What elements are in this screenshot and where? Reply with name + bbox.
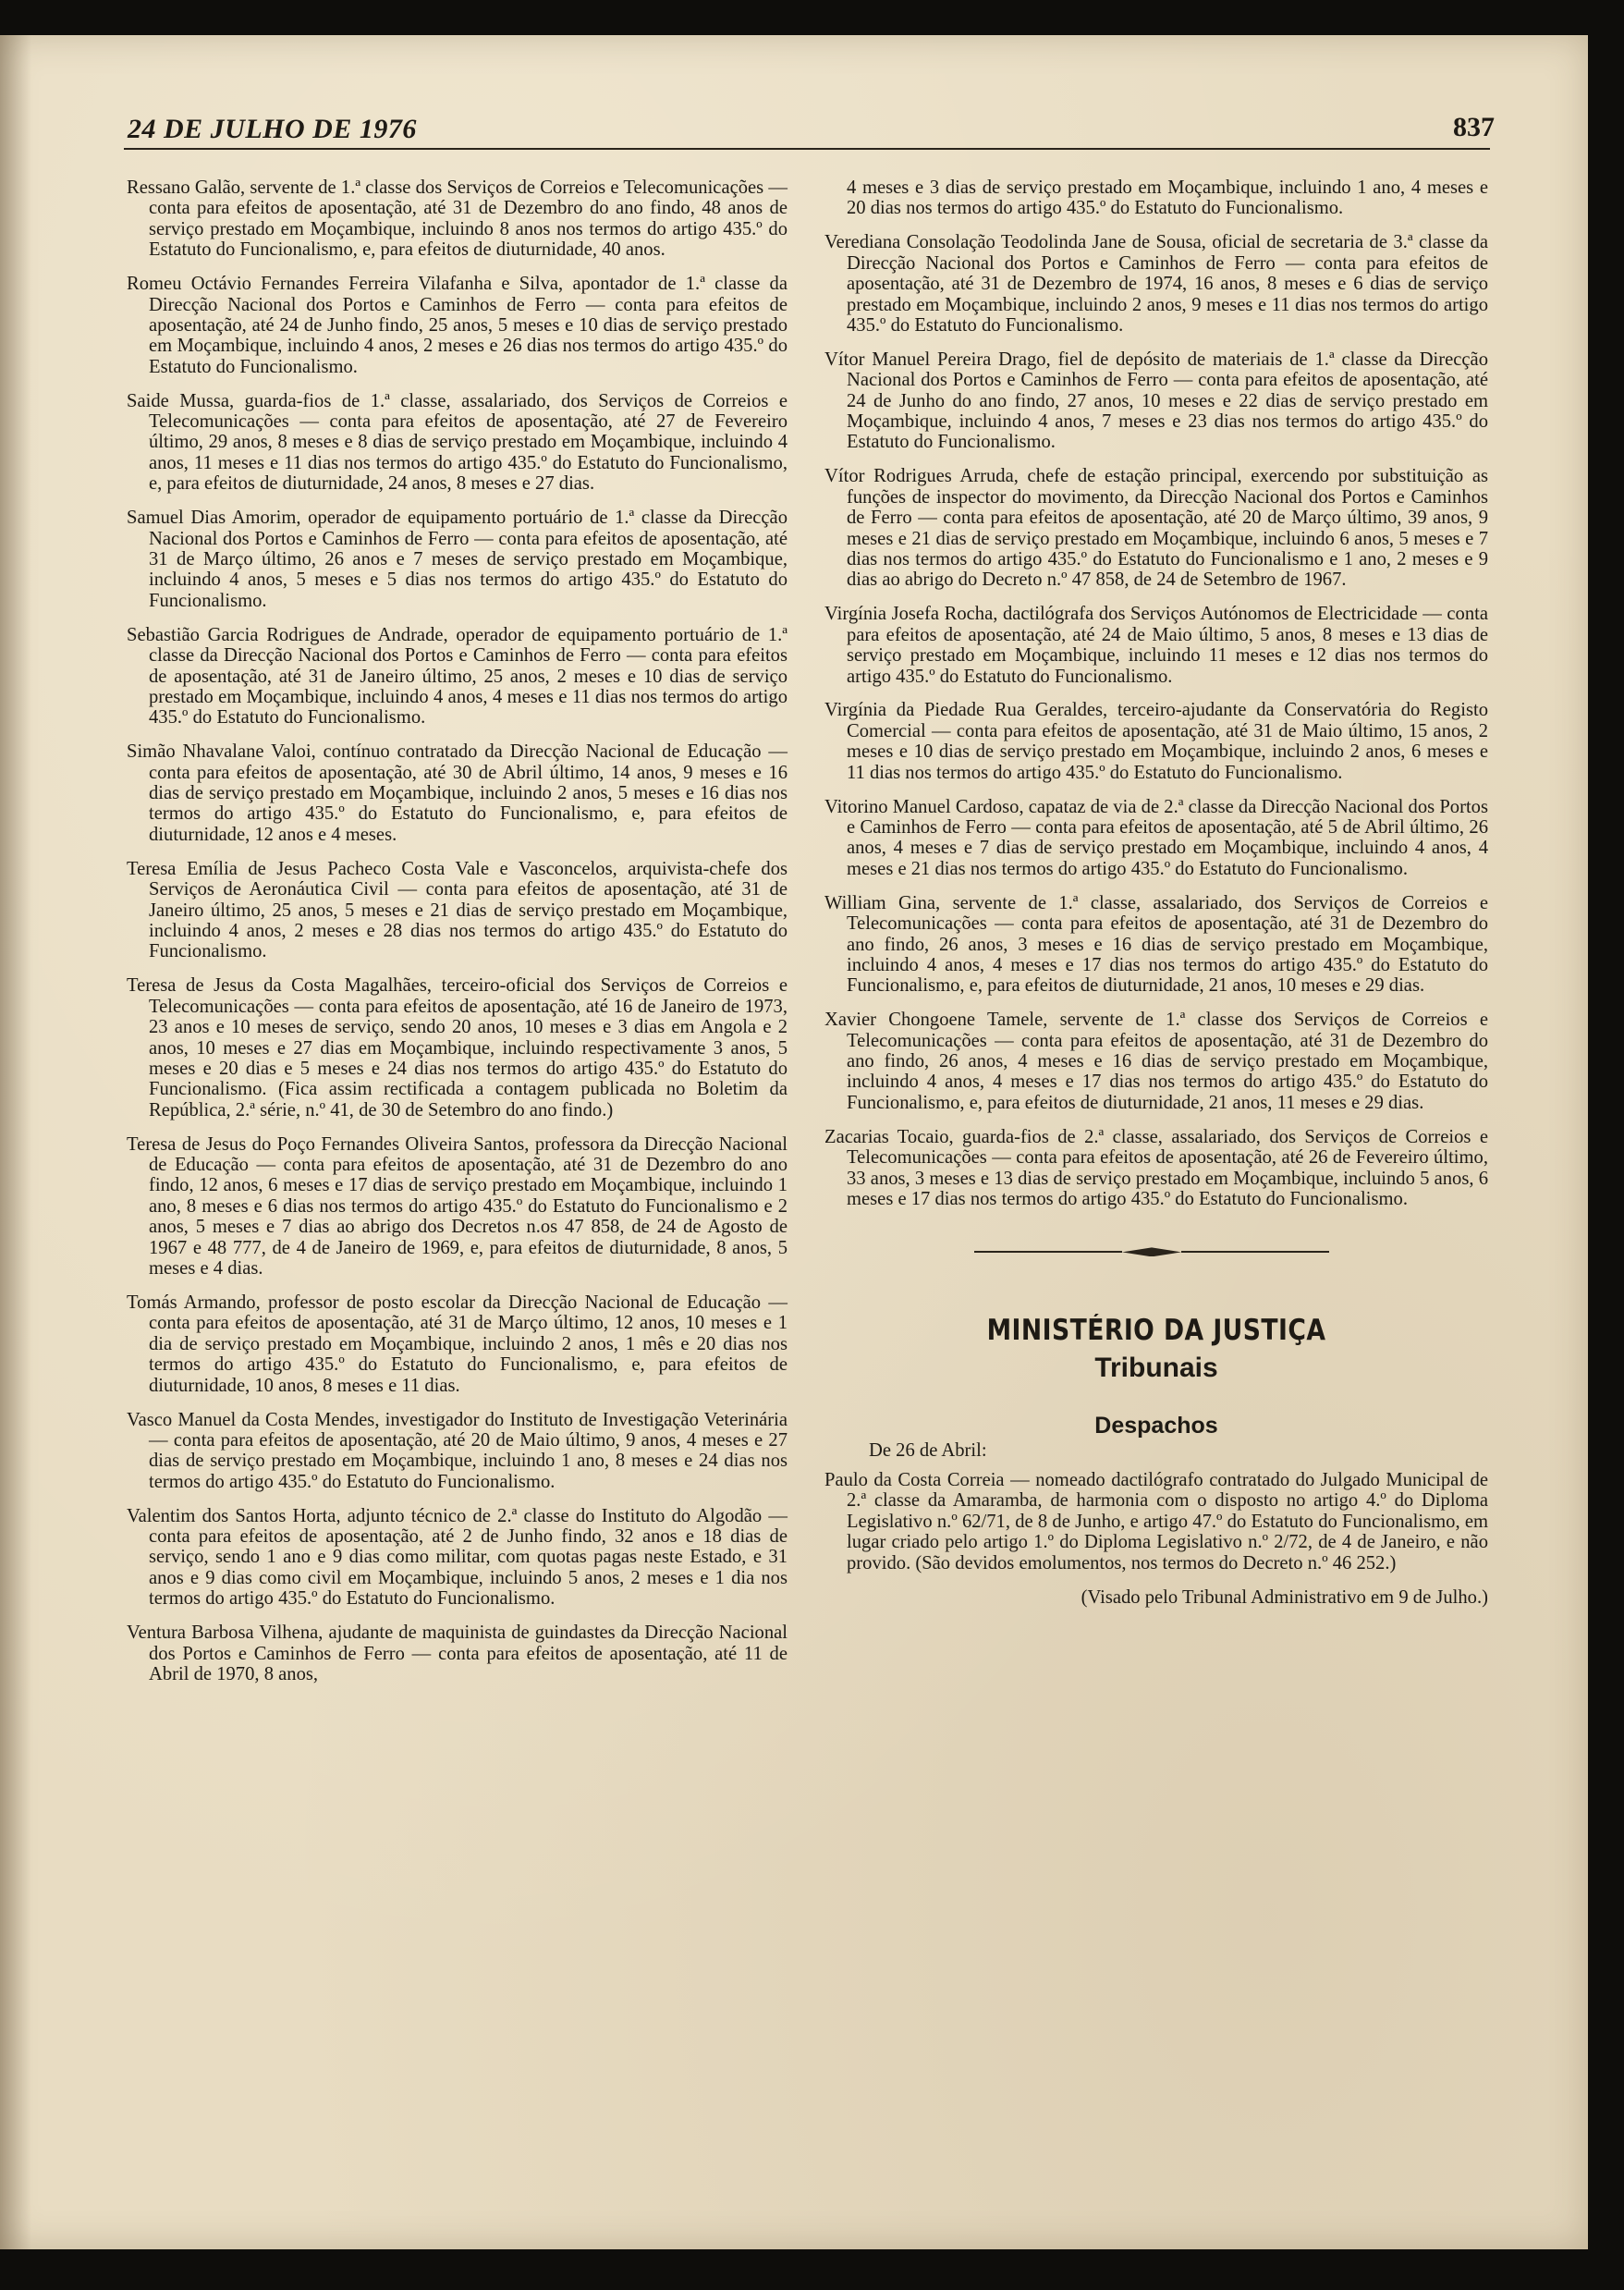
entry-paulo-correia: Paulo da Costa Correia — nomeado dactilógrafo contratado do Julgado Municipal de 2.ª classe da Amaramba, de harmonia com o disposto no artigo 4.º do Diploma Legislativo n.º 62/71, de 8 de Junho, e artigo 47.º do Estatuto do Funcionalismo, em lugar criado pelo artigo 1.º do Diploma Legislativo n.º 2/72, de 4 de Janeiro, e não provido. (São devidos emolumentos, nos termos do Decreto n.º 46 252.): [824, 1470, 1488, 1574]
left-column: [127, 178, 788, 1698]
entry-verediana-sousa: Verediana Consolação Teodolinda Jane de Sousa, oficial de secretaria de 3.ª classe da Direcção Nacional dos Portos e Caminhos de Ferro — conta para efeitos de aposentação, até 31 de Dezembro de 1974, 16 anos, 8 meses e 6 dias de serviço prestado em Moçambique, incluindo 2 anos, 9 meses e 11 dias nos termos do artigo 435.º do Estatuto do Funcionalismo.: [824, 232, 1488, 336]
divider-diamond: [1122, 1247, 1181, 1256]
entry-zacarias-tocaio: Zacarias Tocaio, guarda-fios de 2.ª classe, assalariado, dos Serviços de Correios e Telecomunicações — conta para efeitos de aposentação, até 26 de Fevereiro último, 33 anos, 3 meses e 13 dias de serviço prestado em Moçambique, incluindo 5 anos, 6 meses e 17 dias nos termos do artigo 435.º do Estatuto do Funcionalismo.: [824, 1126, 1488, 1209]
entry-vitor-drago: Vítor Manuel Pereira Drago, fiel de depósito de materiais de 1.ª classe da Direcção Nacional dos Portos e Caminhos de Ferro — conta para efeitos de aposentação, até 24 de Junho do ano findo, 27 anos, 10 meses e 22 dias de serviço prestado em Moçambique, incluindo 4 anos, 7 meses e 23 dias nos termos do artigo 435.º do Estatuto do Funcionalismo.: [824, 349, 1488, 453]
entry-vitor-arruda: Vítor Rodrigues Arruda, chefe de estação principal, exercendo por substituição as funções de inspector do movimento, da Direcção Nacional dos Portos e Caminhos de Ferro — conta para efeitos de aposentação, até 20 de Março último, 39 anos, 9 meses e 21 dias de serviço prestado em Moçambique, incluindo 6 anos, 5 meses e 7 dias nos termos do artigo 435.º do Estatuto do Funcionalismo e 1 ano, 2 meses e 9 dias ao abrigo do Decreto n.º 47 858, de 24 de Setembro de 1967.: [824, 466, 1488, 591]
entry-vasco-mendes: Vasco Manuel da Costa Mendes, investigador do Instituto de Investigação Veterinária — conta para efeitos de aposentação, até 20 de Maio último, 9 anos, 4 meses e 27 dias de serviço prestado em Moçambique, incluindo 1 ano, 8 meses e 24 dias nos termos do artigo 435.º do Estatuto do Funcionalismo.: [127, 1409, 788, 1492]
visa-note: (Visado pelo Tribunal Administrativo em 9 de Julho.): [1081, 1586, 1488, 1608]
entry-xavier-tamele: Xavier Chongoene Tamele, servente de 1.ª classe dos Serviços de Correios e Telecomunicações — conta para efeitos de aposentação, até 31 de Dezembro do ano findo, 26 anos, 4 meses e 16 dias de serviço prestado em Moçambique, incluindo 4 anos, 4 meses e 17 dias nos termos do artigo 435.º do Estatuto do Funcionalismo, e, para efeitos de diuturnidade, 21 anos, 11 meses e 29 dias.: [824, 1010, 1488, 1113]
entry-continuation: 4 meses e 3 dias de serviço prestado em Moçambique, incluindo 1 ano, 4 meses e 20 dias nos termos do artigo 435.º do Estatuto do Funcionalismo.: [847, 178, 1488, 219]
entry-ventura-vilhena: Ventura Barbosa Vilhena, ajudante de maquinista de guindastes da Direcção Nacional dos Portos e Caminhos de Ferro — conta para efeitos de aposentação, até 11 de Abril de 1970, 8 anos,: [127, 1623, 788, 1684]
entry-romeu-vilafanha: Romeu Octávio Fernandes Ferreira Vilafanha e Silva, apontador de 1.ª classe da Direcção Nacional dos Portos e Caminhos de Ferro — conta para efeitos de aposentação, até 24 de Junho findo, 25 anos, 5 meses e 10 dias de serviço prestado em Moçambique, incluindo 4 anos, 2 meses e 26 dias nos termos do artigo 435.º do Estatuto do Funcionalismo.: [127, 274, 788, 377]
right-column: [824, 178, 1488, 1608]
entry-saide-mussa: Saide Mussa, guarda-fios de 1.ª classe, assalariado, dos Serviços de Correios e Telecomunicações — conta para efeitos de aposentação, até 27 de Fevereiro último, 29 anos, 8 meses e 8 dias de serviço prestado em Moçambique, incluindo 4 anos, 11 meses e 11 dias nos termos do artigo 435.º do Estatuto do Funcionalismo, e, para efeitos de diuturnidade, 24 anos, 8 meses e 27 dias.: [127, 390, 788, 495]
entry-tomas-armando: Tomás Armando, professor de posto escolar da Direcção Nacional de Educação — conta para efeitos de aposentação, até 31 de Março último, 12 anos, 10 meses e 1 dia de serviço prestado em Moçambique, incluindo 2 anos, 1 mês e 20 dias nos termos do artigo 435.º do Estatuto do Funcionalismo, e, para efeitos de diuturnidade, 10 anos, 8 meses e 11 dias.: [127, 1292, 788, 1396]
entry-virginia-rocha: Virgínia Josefa Rocha, dactilógrafa dos Serviços Autónomos de Electricidade — conta para efeitos de aposentação, até 24 de Maio último, 5 anos, 8 meses e 13 dias de serviço prestado em Moçambique, incluindo 11 meses e 12 dias nos termos do artigo 435.º do Estatuto do Funcionalismo.: [824, 604, 1488, 687]
despacho-date: De 26 de Abril:: [869, 1439, 987, 1461]
header-rule: [124, 148, 1490, 150]
entry-teresa-magalhaes: Teresa de Jesus da Costa Magalhães, terceiro-oficial dos Serviços de Correios e Telecomunicações — conta para efeitos de aposentação, até 16 de Janeiro de 1973, 23 anos e 10 meses de serviço, sendo 20 anos, 10 meses e 3 dias em Angola e 2 anos, 10 meses e 27 dias em Moçambique, incluindo respectivamente 3 anos, 5 meses e 20 dias e 5 meses e 24 dias nos termos do artigo 435.º do Estatuto do Funcionalismo. (Fica assim rectificada a contagem publicada no Boletim da República, 2.ª série, n.º 41, de 30 de Setembro do ano findo.): [127, 975, 788, 1121]
entry-vitorino-cardoso: Vitorino Manuel Cardoso, capataz de via de 2.ª classe da Direcção Nacional dos Portos e Caminhos de Ferro — conta para efeitos de aposentação, até 5 de Abril último, 26 anos, 4 meses e 7 dias de serviço prestado em Moçambique, incluindo 4 anos, 4 meses e 21 dias nos termos do artigo 435.º do Estatuto do Funcionalismo.: [824, 796, 1488, 879]
entry-valentim-horta: Valentim dos Santos Horta, adjunto técnico de 2.ª classe do Instituto do Algodão — conta para efeitos de aposentação, até 2 de Junho findo, 32 anos e 18 dias de serviço, sendo 1 ano e 9 dias como militar, com quotas pagas neste Estado, e 31 anos e 9 dias como civil em Moçambique, incluindo 5 anos, 2 meses e 1 dia nos termos do artigo 435.º do Estatuto do Funcionalismo.: [127, 1505, 788, 1610]
section-divider-ornament: [824, 1241, 1488, 1263]
subsection-heading: Despachos: [1094, 1413, 1218, 1439]
entry-simao-valoi: Simão Nhavalane Valoi, contínuo contratado da Direcção Nacional de Educação — conta para efeitos de aposentação, até 30 de Abril último, 14 anos, 9 meses e 16 dias de serviço prestado em Moçambique, incluindo 2 anos, 5 meses e 16 dias nos termos do artigo 435.º do Estatuto do Funcionalismo, e, para efeitos de diuturnidade, 12 anos e 4 meses.: [127, 741, 788, 845]
entry-william-gina: William Gina, servente de 1.ª classe, assalariado, dos Serviços de Correios e Telecomunicações — conta para efeitos de aposentação, até 31 de Dezembro do ano findo, 26 anos, 3 meses e 16 dias de serviço prestado em Moçambique, incluindo 4 anos, 4 meses e 17 dias nos termos do artigo 435.º do Estatuto do Funcionalismo, e, para efeitos de diuturnidade, 21 anos, 10 meses e 29 dias.: [824, 892, 1488, 997]
entry-samuel-amorim: Samuel Dias Amorim, operador de equipamento portuário de 1.ª classe da Direcção Nacional dos Portos e Caminhos de Ferro — conta para efeitos de aposentação, até 31 de Março último, 26 anos e 7 meses de serviço prestado em Moçambique, incluindo 4 anos, 5 meses e 5 dias nos termos do artigo 435.º do Estatuto do Funcionalismo.: [127, 508, 788, 611]
page-fold-shadow: [0, 35, 31, 2249]
entry-sebastiao-andrade: Sebastião Garcia Rodrigues de Andrade, operador de equipamento portuário de 1.ª classe da Direcção Nacional dos Portos e Caminhos de Ferro — conta para efeitos de aposentação, até 31 de Janeiro último, 25 anos, 2 meses e 10 dias de serviço prestado em Moçambique, incluindo 4 anos, 4 meses e 11 dias nos termos do artigo 435.º do Estatuto do Funcionalismo.: [127, 624, 788, 729]
divider-line-left: [974, 1251, 1122, 1253]
entry-teresa-vasconcelos: Teresa Emília de Jesus Pacheco Costa Vale e Vasconcelos, arquivista-chefe dos Serviços de Aeronáutica Civil — conta para efeitos de aposentação, até 31 de Janeiro último, 25 anos, 5 meses e 21 dias de serviço prestado em Moçambique, incluindo 4 anos, 2 meses e 28 dias nos termos do artigo 435.º do Estatuto do Funcionalismo.: [127, 858, 788, 962]
section-heading: Tribunais: [1094, 1352, 1218, 1383]
entry-virginia-geraldes: Virgínia da Piedade Rua Geraldes, terceiro-ajudante da Conservatória do Registo Comercial — conta para efeitos de aposentação, até 31 de Maio último, 15 anos, 2 meses e 10 dias de serviço prestado em Moçambique, incluindo 2 anos, 6 meses e 11 dias nos termos do artigo 435.º do Estatuto do Funcionalismo.: [824, 700, 1488, 783]
entry-teresa-santos: Teresa de Jesus do Poço Fernandes Oliveira Santos, professora da Direcção Nacional de Educação — conta para efeitos de aposentação, até 31 de Dezembro do ano findo, 12 anos, 6 meses e 17 dias de serviço prestado em Moçambique, incluindo 1 ano, 8 meses e 6 dias nos termos do artigo 435.º do Estatuto do Funcionalismo e 2 anos, 5 meses e 7 dias ao abrigo dos Decretos n.os 47 858, de 24 de Agosto de 1967 e 48 777, de 4 de Janeiro de 1969, e, para efeitos de diuturnidade, 8 anos, 5 meses e 4 dias.: [127, 1133, 788, 1280]
divider-line-right: [1181, 1251, 1329, 1253]
running-header-date: 24 DE JULHO DE 1976: [128, 114, 417, 144]
ministry-heading: MINISTÉRIO DA JUSTIÇA: [986, 1314, 1326, 1348]
page-number: 837: [1453, 112, 1495, 142]
entry-ressano-galao: Ressano Galão, servente de 1.ª classe dos Serviços de Correios e Telecomunicações — conta para efeitos de aposentação, até 31 de Dezembro do ano findo, 48 anos de serviço prestado em Moçambique, incluindo 8 anos nos termos do artigo 435.º do Estatuto do Funcionalismo, e, para efeitos de diuturnidade, 40 anos.: [127, 178, 788, 261]
